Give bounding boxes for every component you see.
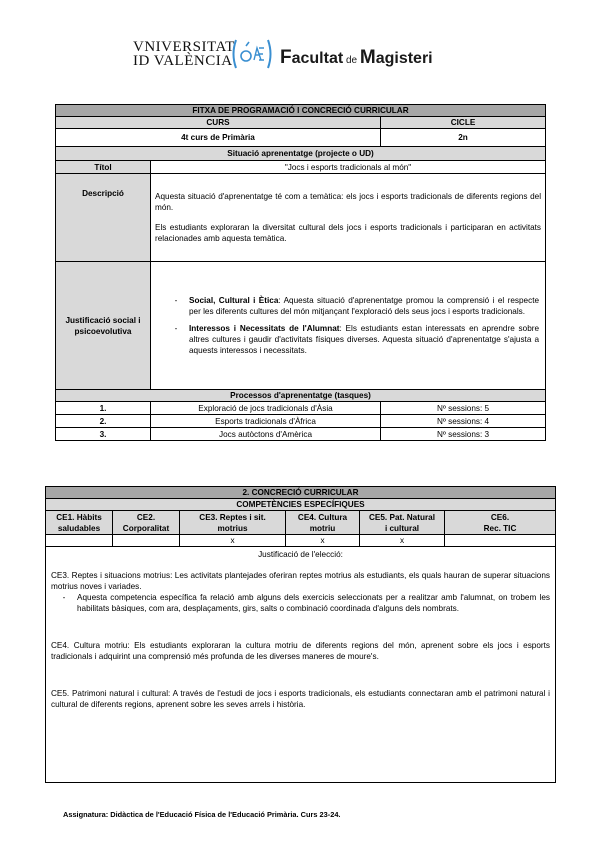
ce-marks-row <box>46 535 556 547</box>
task-sessions: Nº sessions: 4 <box>381 415 546 428</box>
ce3-bullet <box>51 592 550 614</box>
bullet-marker: - <box>174 324 178 333</box>
cicle-label: CICLE <box>381 117 546 129</box>
faculty-word-de: de <box>343 55 360 66</box>
ce1-mark <box>46 535 113 547</box>
ce1-header: CE1. Hàbits saludables <box>46 511 113 535</box>
descripcio-label: Descripció <box>56 174 151 262</box>
ce3-justification: CE3. Reptes i situacions motrius: Les activitats plantejades oferiran reptes motrius als estudiants, els quals hauran de superar situacions motrius noves i variades. <box>51 571 550 591</box>
concrecio-title: 2. CONCRECIÓ CURRICULAR <box>46 487 556 499</box>
footer-subject: Assignatura: Didàctica de l'Educació Física de l'Educació Primària. Curs 23-24. <box>63 810 341 819</box>
ce3-bullet-text: Aquesta competencia específica fa relació amb alguns dels exercicis seleccionats per a realitzar amb l'alumnat, on trobem les habilitats bàsiques, com ara, desplaçaments, girs, salts o combinació coordinada d'alguns dels nombrats. <box>77 593 550 613</box>
bullet-social-title: Social, Cultural i Ètica <box>189 296 279 305</box>
justificacio-cell <box>151 262 546 390</box>
descripcio-paragraph-2: Els estudiants exploraran la diversitat cultural dels jocs i esports tradicionals i participaran en activitats relacionades amb aquesta temàtica. <box>155 223 542 243</box>
task-sessions: Nº sessions: 3 <box>381 428 546 441</box>
cicle-value: 2n <box>381 129 546 147</box>
descripcio-paragraph-1: Aquesta situació d'aprenentatge té com a temàtica: els jocs i esports tradicionals de diferents regions del món. <box>155 192 542 212</box>
ce5-justification: CE5. Patrimoni natural i cultural: A través de l'estudi de jocs i esports tradicionals, els estudiants connectaran amb el patrimoni natural i cultural de diferents regions, aprenent sobre les seves arrels i història. <box>51 689 550 709</box>
bullet-marker: - <box>62 593 66 602</box>
justificacio-eleccio-title: Justificació de l'elecció: <box>258 550 343 559</box>
ce5-mark: x <box>360 535 445 547</box>
ce2-header: CE2. Corporalitat <box>113 511 180 535</box>
table-row <box>56 402 546 415</box>
task-name: Esports tradicionals d'Àfrica <box>151 415 381 428</box>
task-name: Exploració de jocs tradicionals d'Àsia <box>151 402 381 415</box>
faculty-name <box>280 47 433 69</box>
justificacio-bullet-interessos <box>171 323 539 356</box>
processos-label: Processos d'aprenentatge (tasques) <box>56 390 546 402</box>
bullet-social-text: : Aquesta situació d'aprenentatge promou la comprensió i el respecte per les diferents cultures del món mitjançant l'exploració dels seus jocs i esports tradicionals. <box>189 296 540 316</box>
faculty-initial-f: F <box>280 47 292 68</box>
bullet-interessos-title: Interessos i Necessitats de l'Alumnat <box>189 324 340 333</box>
bullet-marker: - <box>174 296 178 305</box>
university-name-line1: VNIVERSITAT <box>133 39 235 55</box>
ce4-mark: x <box>286 535 360 547</box>
sheet-title: FITXA DE PROGRAMACIÓ I CONCRECIÓ CURRICULAR <box>56 105 546 117</box>
faculty-initial-m: M <box>359 47 376 68</box>
ce-header-row <box>46 511 556 535</box>
ce3-header: CE3. Reptes i sit. motrius <box>180 511 286 535</box>
ce3-mark: x <box>180 535 286 547</box>
ce5-header: CE5. Pat. Natural i cultural <box>360 511 445 535</box>
table-row <box>56 415 546 428</box>
task-number: 2. <box>56 415 151 428</box>
university-name-line2: ID VALÈNCIA <box>133 53 233 69</box>
ce6-mark <box>445 535 556 547</box>
curs-value: 4t curs de Primària <box>56 129 381 147</box>
ce2-mark <box>113 535 180 547</box>
task-name: Jocs autòctons d'Amèrica <box>151 428 381 441</box>
justificacio-bullet-social <box>171 295 539 317</box>
ce4-justification: CE4. Cultura motriu: Els estudiants exploraran la cultura motriu de diferents regions del món, aprenent sobre els jocs i esports tradicionals i adquirint una comprensió més profunda de les diverses maneres de moure's. <box>51 641 550 661</box>
table-row <box>56 428 546 441</box>
university-name <box>133 40 235 68</box>
descripcio-cell <box>151 174 546 262</box>
task-number: 3. <box>56 428 151 441</box>
faculty-word-agisteri: agisteri <box>375 50 433 67</box>
task-sessions: Nº sessions: 5 <box>381 402 546 415</box>
competencies-subtitle: COMPETÈNCIES ESPECÍFIQUES <box>46 499 556 511</box>
justificacio-eleccio-cell <box>46 547 556 783</box>
bullet-interessos-text: : Els estudiants estan interessats en aprendre sobre altres cultures i gaudir d'activitats físiques diverses. Aquesta situació d'aprenentatge s'ajusta a aquests interessos i necessitats. <box>189 324 540 355</box>
ce6-header: CE6. Rec. TIC <box>445 511 556 535</box>
situacio-label: Situació aprenentatge (projecte o UD) <box>56 147 546 161</box>
task-number: 1. <box>56 402 151 415</box>
titol-value: "Jocs i esports tradicionals al món" <box>151 161 546 174</box>
programming-sheet-table <box>55 104 546 441</box>
curricular-concretion-table <box>45 486 556 783</box>
curs-label: CURS <box>56 117 381 129</box>
faculty-word-acultat: acultat <box>291 50 344 67</box>
ce4-header: CE4. Cultura motriu <box>286 511 360 535</box>
university-logo-icon <box>230 38 274 70</box>
titol-label: Títol <box>56 161 151 174</box>
justificacio-label: Justificació social i psicoevolutiva <box>56 262 151 390</box>
